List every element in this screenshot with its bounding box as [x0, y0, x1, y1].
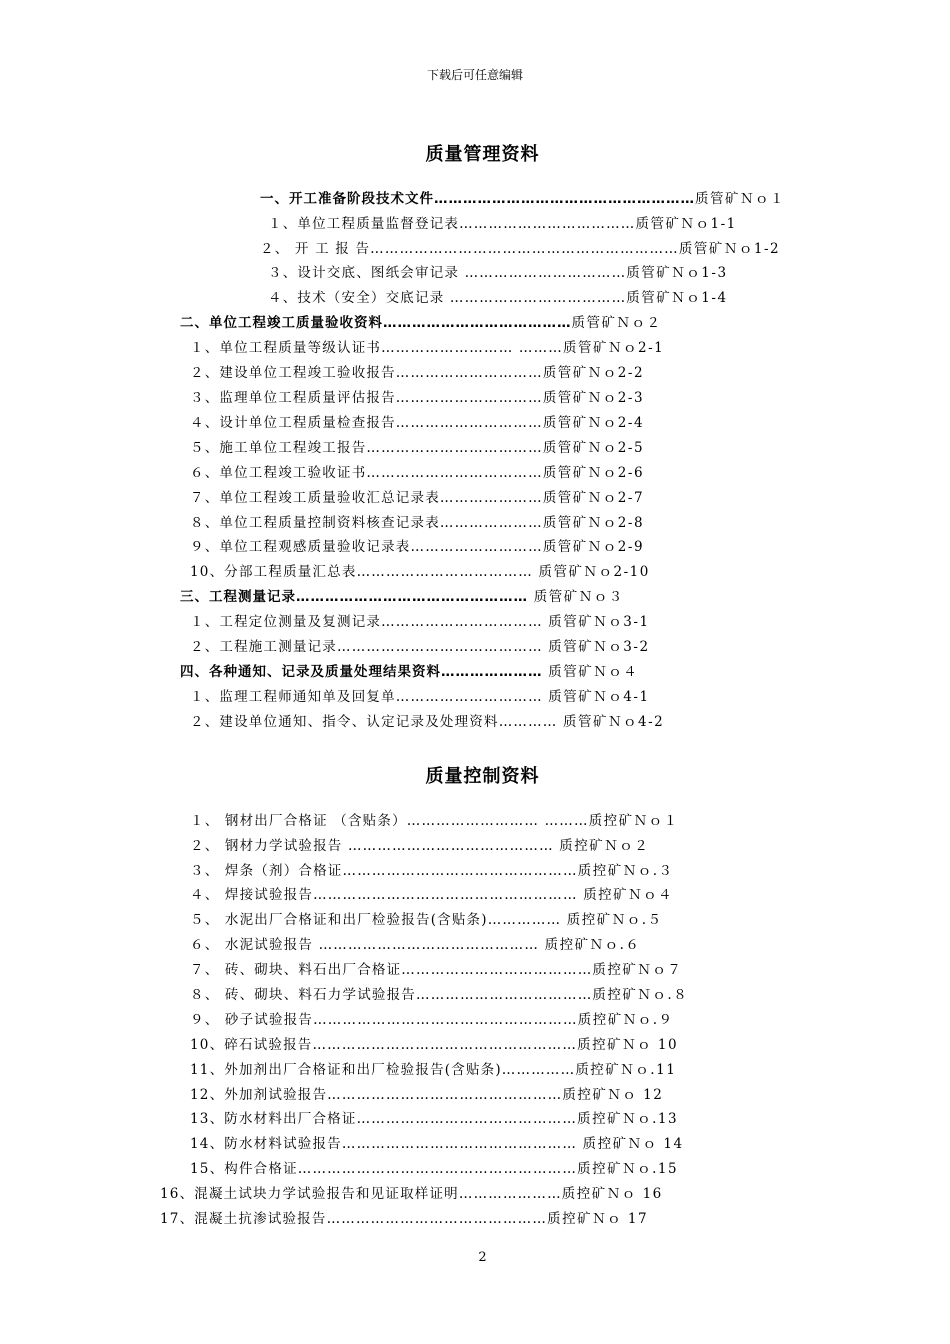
entry-text: ２、 开 工 报 告………………………………………………………: [260, 241, 679, 257]
entry-code: 质管矿Ｎｏ4-2: [563, 714, 665, 730]
entry-code: 质管矿Ｎｏ2-4: [542, 415, 645, 431]
toc-entry: [190, 936, 640, 954]
toc-entry: [268, 289, 728, 307]
entry-code: 质管矿Ｎｏ2-8: [542, 515, 645, 531]
toc-entry: [190, 1135, 684, 1153]
toc-entry: [160, 1210, 648, 1228]
entry-text: ４、 焊接试验报告………………………………………………: [190, 887, 584, 903]
toc-entry: [160, 1185, 663, 1203]
entry-text: ７、单位工程竣工质量验收汇总记录表…………………: [190, 490, 543, 506]
entry-code: 质管矿Ｎｏ2-5: [542, 440, 645, 456]
entry-text: ５、 水泥出厂合格证和出厂检验报告(含贴条)……………: [190, 912, 567, 928]
entry-text: 四、各种通知、记录及质量处理结果资料…………………: [180, 664, 549, 680]
entry-text: 10、碎石试验报告………………………………………………: [190, 1037, 578, 1053]
entry-text: １、监理工程师通知单及回复单…………………………: [190, 689, 549, 705]
entry-text: ８、 砖、砌块、料石力学试验报告………………………………: [190, 987, 593, 1003]
toc-entry: [190, 339, 664, 357]
entry-text: １、单位工程质量监督登记表………………………………: [268, 216, 636, 232]
toc-entry: [190, 1061, 676, 1079]
entry-code: 质管矿Ｎｏ2-10: [538, 564, 650, 580]
entry-text: 16、混凝土试块力学试验报告和见证取样证明…………………: [160, 1186, 562, 1202]
entry-code: 质控矿Ｎｏ.15: [577, 1161, 679, 1177]
toc-entry: [190, 389, 644, 407]
entry-code: 质控矿Ｎｏ.13: [577, 1111, 679, 1127]
entry-text: ６、单位工程竣工验收证书………………………………: [190, 465, 543, 481]
toc-entry: [260, 240, 780, 258]
entry-text: 10、分部工程质量汇总表………………………………: [190, 564, 539, 580]
entry-code: 质管矿Ｎｏ3-2: [548, 639, 650, 655]
entry-text: １、工程定位测量及复测记录……………………………: [190, 614, 549, 630]
toc-entry: [268, 215, 737, 233]
entry-text: ２、 钢材力学试验报告 ……………………………………: [190, 838, 560, 854]
entry-text: ２、建设单位工程竣工验收报告…………………………: [190, 365, 543, 381]
entry-text: 二、单位工程竣工质量验收资料…………………………………: [180, 315, 572, 331]
entry-code: 质控矿Ｎｏ 12: [562, 1087, 664, 1103]
entry-code: 质管矿Ｎｏ1-3: [626, 265, 728, 281]
page-number: 2: [478, 1250, 487, 1265]
toc-entry: [190, 688, 650, 706]
toc-entry: [190, 812, 679, 830]
entry-text: 15、构件合格证…………………………………………………: [190, 1161, 578, 1177]
entry-text: 一、开工准备阶段技术文件………………………………………………: [260, 191, 695, 207]
entry-code: 质管矿Ｎｏ2-9: [542, 539, 645, 555]
entry-code: 质控矿Ｎｏ.６: [544, 937, 641, 953]
header-note: 下载后可任意编辑: [426, 68, 523, 82]
entry-code: 质管矿Ｎｏ1-2: [678, 241, 781, 257]
entry-text: 12、外加剂试验报告…………………………………………: [190, 1087, 563, 1103]
entry-text: 11、外加剂出厂合格证和出厂检验报告(含贴条)……………: [190, 1062, 576, 1078]
entry-code: 质控矿Ｎｏ.３: [577, 863, 674, 879]
entry-text: ４、技术（安全）交底记录 ………………………………: [268, 290, 627, 306]
toc-entry: [190, 638, 650, 656]
entry-text: ６、 水泥试验报告 ………………………………………: [190, 937, 545, 953]
entry-code: 质管矿Ｎｏ1-4: [626, 290, 728, 306]
toc-entry: [190, 414, 644, 432]
entry-text: 14、防水材料试验报告…………………………………………: [190, 1136, 583, 1152]
entry-code: 质控矿Ｎｏ１: [588, 813, 679, 829]
entry-text: ７、 砖、砌块、料石出厂合格证…………………………………: [190, 962, 593, 978]
entry-code: 质管矿Ｎｏ２: [571, 315, 662, 331]
entry-text: ３、监理单位工程质量评估报告…………………………: [190, 390, 543, 406]
entry-text: ２、工程施工测量记录……………………………………: [190, 639, 549, 655]
toc-entry: [260, 190, 785, 208]
entry-text: ３、设计交底、图纸会审记录 ……………………………: [268, 265, 627, 281]
entry-code: 质控矿Ｎｏ.５: [566, 912, 663, 928]
toc-entry: [190, 961, 682, 979]
toc-entry: [190, 986, 688, 1004]
entry-text: ４、设计单位工程质量检查报告…………………………: [190, 415, 543, 431]
entry-text: １、单位工程质量等级认证书……………………… ………: [190, 340, 563, 356]
entry-code: 质控矿Ｎｏ.８: [592, 987, 689, 1003]
entry-text: １、 钢材出厂合格证 （含贴条）……………………… ………: [190, 813, 589, 829]
entry-code: 质控矿Ｎｏ 10: [577, 1037, 679, 1053]
toc-entry: [190, 713, 664, 731]
entry-code: 质管矿Ｎｏ３: [533, 589, 624, 605]
toc-entry: [190, 514, 644, 532]
entry-code: 质管矿Ｎｏ2-2: [542, 365, 645, 381]
toc-entry: [190, 364, 644, 382]
toc-entry: [180, 588, 624, 606]
entry-text: ９、 砂子试验报告………………………………………………: [190, 1012, 578, 1028]
entry-code: 质管矿Ｎｏ2-6: [542, 465, 645, 481]
entry-code: 质控矿Ｎｏ 16: [561, 1186, 663, 1202]
toc-entry: [190, 1011, 674, 1029]
toc-entry: [268, 264, 728, 282]
toc-entry: [180, 314, 662, 332]
entry-code: 质管矿Ｎｏ１: [695, 191, 785, 207]
toc-entry: [190, 464, 644, 482]
entry-code: 质控矿Ｎｏ 14: [582, 1136, 684, 1152]
toc-entry: [190, 1086, 663, 1104]
toc-entry: [190, 538, 644, 556]
entry-code: 质控矿Ｎｏ２: [559, 838, 650, 854]
section-title-quality-control: 质量控制资料: [425, 766, 540, 787]
toc-entry: [190, 489, 644, 507]
entry-code: 质控矿Ｎｏ７: [592, 962, 683, 978]
entry-code: 质控矿Ｎｏ 17: [547, 1211, 649, 1227]
toc-entry: [190, 1110, 678, 1128]
entry-code: 质控矿Ｎｏ.11: [575, 1062, 677, 1078]
entry-code: 质管矿Ｎｏ2-3: [542, 390, 645, 406]
toc-entry: [190, 837, 649, 855]
entry-code: 质管矿Ｎｏ4-1: [548, 689, 650, 705]
entry-text: 三、工程测量记录…………………………………………: [180, 589, 534, 605]
entry-code: 质管矿Ｎｏ1-1: [635, 216, 737, 232]
entry-text: 17、混凝土抗渗试验报告………………………………………: [160, 1211, 548, 1227]
toc-entry: [180, 663, 638, 681]
toc-entry: [190, 886, 673, 904]
entry-code: 质管矿Ｎｏ3-1: [548, 614, 650, 630]
entry-code: 质控矿Ｎｏ４: [583, 887, 674, 903]
toc-entry: [190, 613, 650, 631]
entry-text: ３、 焊条（剂）合格证…………………………………………: [190, 863, 578, 879]
section-title-quality-management: 质量管理资料: [425, 144, 540, 165]
toc-entry: [190, 1036, 678, 1054]
entry-text: 13、防水材料出厂合格证………………………………………: [190, 1111, 578, 1127]
toc-entry: [190, 862, 674, 880]
entry-code: 质管矿Ｎｏ2-1: [563, 340, 665, 356]
entry-code: 质管矿Ｎｏ2-7: [542, 490, 645, 506]
toc-entry: [190, 439, 644, 457]
entry-text: ９、单位工程观感质量验收记录表………………………: [190, 539, 543, 555]
entry-text: ８、单位工程质量控制资料核查记录表…………………: [190, 515, 543, 531]
entry-code: 质控矿Ｎｏ.９: [577, 1012, 674, 1028]
toc-entry: [190, 563, 650, 581]
entry-text: ２、建设单位通知、指令、认定记录及处理资料…………: [190, 714, 563, 730]
toc-entry: [190, 1160, 678, 1178]
entry-text: ５、施工单位工程竣工报告………………………………: [190, 440, 543, 456]
toc-entry: [190, 911, 663, 929]
entry-code: 质管矿Ｎｏ４: [548, 664, 639, 680]
